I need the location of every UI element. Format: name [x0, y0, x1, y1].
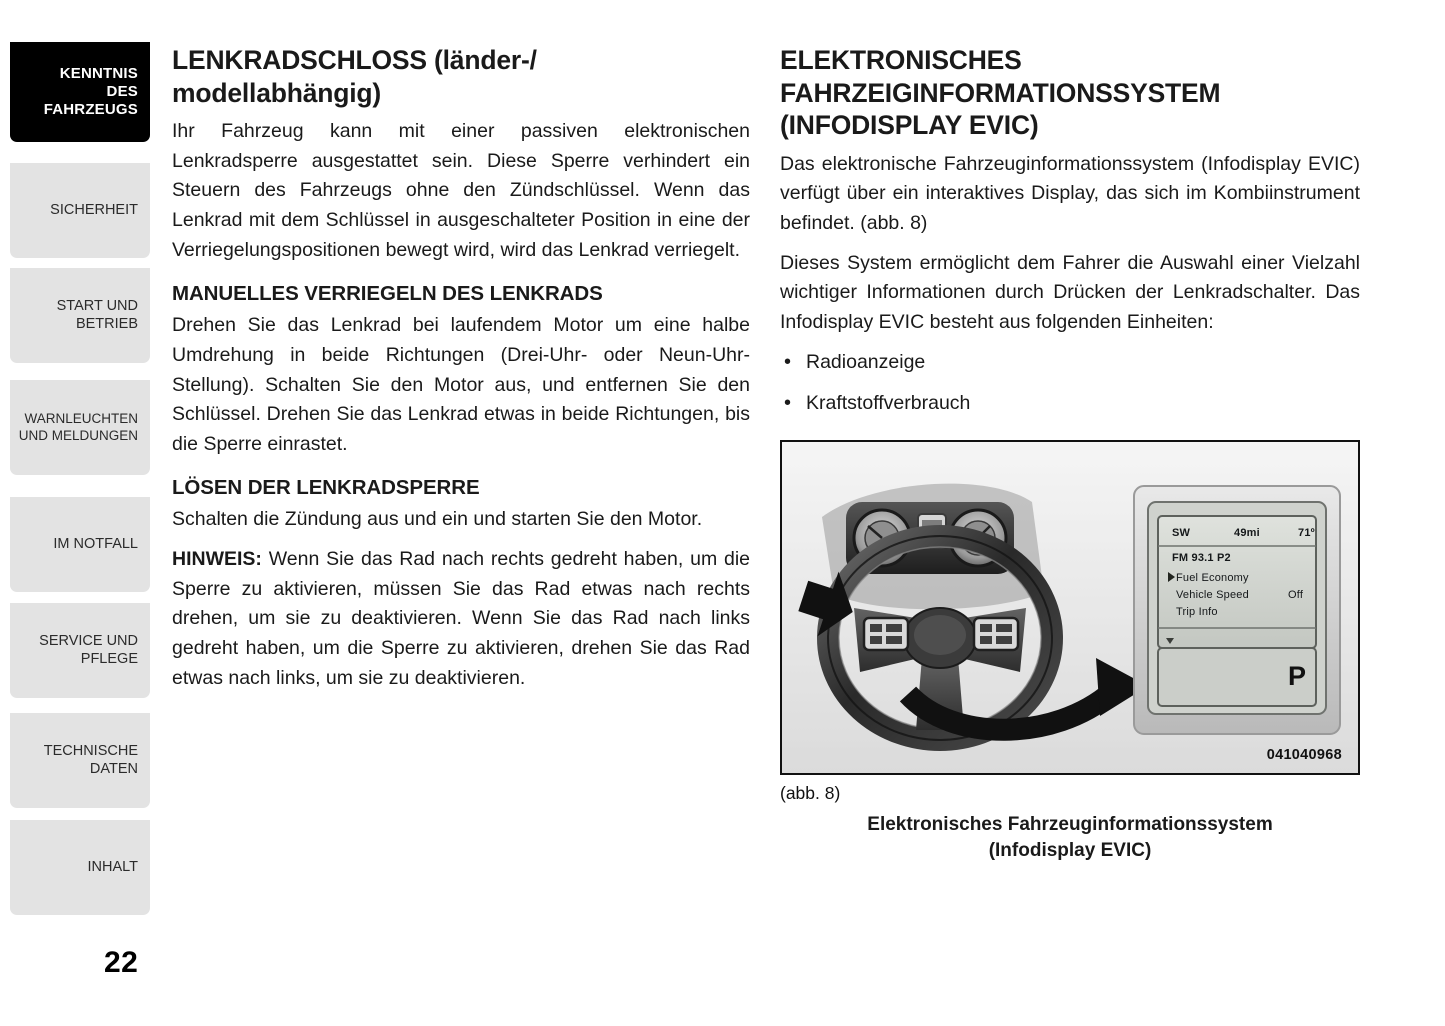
sidebar-item-label: START UND BETRIEB	[56, 297, 138, 332]
evic-menu-item-trip-info: Trip Info	[1176, 606, 1218, 619]
sidebar-item-im-notfall[interactable]	[10, 497, 150, 592]
paragraph-manuelles-verriegeln: Drehen Sie das Lenkrad bei laufendem Motor um eine halbe Umdrehung in beide Richtungen (Drei-Uhr- oder Neun-Uhr-Stellung). Schalten Sie den Motor aus, und entfernen Sie den Schlüssel. Drehen Sie das Lenkrad etwas in beide Richtungen, bis die Sperre einrastet.	[172, 314, 750, 455]
figure-caption-line-1: Elektronisches Fahrzeuginformationssystem	[867, 814, 1273, 836]
page-title: LENKRADSCHLOSS (länder-/ modellabhängig)	[172, 45, 537, 108]
paragraph-intro: Ihr Fahrzeug kann mit einer passiven elektronischen Lenkradsperre ausgestattet sein. Diese Sperre verhindert ein Steuern des Fahrzeugs ohne den Zündschlüssel. Wenn das Lenkrad mit dem Schlüssel in ausgeschalteter Position in eine der Verriegelungspositionen bewegt wird, wird das Lenkrad verriegelt.	[172, 120, 750, 261]
figure-evic-illustration	[780, 440, 1360, 775]
paragraph-evic-2: Dieses System ermöglicht dem Fahrer die Auswahl einer Vielzahl wichtiger Informationen durch Drücken der Lenkradschalter. Das Infodisplay EVIC besteht aus folgenden Einheiten:	[780, 251, 1360, 333]
sidebar-item-label: WARNLEUCHTEN UND MELDUNGEN	[18, 411, 138, 443]
paragraph-loesen: Schalten die Zündung aus und ein und starten Sie den Motor.	[172, 508, 703, 531]
note-paragraph	[172, 545, 750, 693]
sidebar-item-label: IM NOTFALL	[53, 535, 138, 552]
evic-distance-label: 49mi	[1234, 527, 1260, 540]
evic-menu-item-fuel-economy: Fuel Economy	[1176, 572, 1249, 585]
section-title-evic: ELEKTRONISCHES FAHRZEIGINFORMATIONSSYSTEM (INFODISPLAY EVIC)	[780, 45, 1221, 141]
sidebar	[0, 0, 150, 1026]
figure-caption	[780, 812, 1360, 863]
figure-caption-line-2: (Infodisplay EVIC)	[988, 839, 1152, 861]
note-text: Wenn Sie das Rad nach rechts gedreht haben, um die Sperre zu aktivieren, müssen Sie das Rad etwas nach rechts drehen, um sie zu deaktivieren. Wenn Sie das Rad nach links gedreht haben, um die Sperre zu aktivieren, drehen Sie das Rad etwas nach links, um sie zu deaktivieren.	[172, 548, 750, 689]
list-item: • Radioanzeige	[780, 348, 1360, 377]
steering-wheel-illustration	[782, 442, 1358, 773]
sidebar-item-label: INHALT	[87, 858, 138, 875]
figure-number-label: (abb. 8)	[780, 783, 841, 804]
evic-radio-label: FM 93.1 P2	[1172, 552, 1231, 565]
evic-menu-item-vehicle-speed: Vehicle Speed	[1176, 589, 1249, 602]
sidebar-item-label: KENNTNIS DES FAHRZEUGS	[43, 64, 138, 119]
sidebar-item-warnleuchten-und-meldungen[interactable]	[10, 380, 150, 475]
sidebar-item-label: TECHNISCHE DATEN	[43, 742, 138, 777]
subheading-loesen-der-lenkradsperre: LÖSEN DER LENKRADSPERRE	[172, 476, 480, 500]
left-column	[172, 44, 750, 693]
figure-code: 041040968	[1266, 747, 1342, 764]
list-item: • Kraftstoffverbrauch	[780, 389, 1360, 418]
sidebar-item-service-und-pflege[interactable]	[10, 603, 150, 698]
note-label: HINWEIS:	[172, 548, 262, 571]
sidebar-item-label: SERVICE UND PFLEGE	[39, 632, 138, 667]
paragraph-evic-1: Das elektronische Fahrzeuginformationssystem (Infodisplay EVIC) verfügt über ein interaktives Display, das sich im Kombiinstrument befindet. (abb. 8)	[780, 152, 1360, 235]
sidebar-item-sicherheit[interactable]	[10, 163, 150, 258]
sidebar-item-technische-daten[interactable]	[10, 713, 150, 808]
sidebar-item-kenntnis-des-fahrzeugs[interactable]	[10, 42, 150, 142]
evic-gear-indicator: P	[1288, 661, 1307, 692]
right-column	[780, 44, 1360, 863]
page-number: 22	[104, 946, 139, 979]
sidebar-item-start-und-betrieb[interactable]	[10, 268, 150, 363]
evic-menu-item-vehicle-speed-value: Off	[1288, 589, 1304, 602]
evic-temperature-label: 71º	[1298, 527, 1315, 540]
evic-sw-label: SW	[1172, 527, 1191, 540]
sidebar-item-label: SICHERHEIT	[50, 201, 138, 218]
sidebar-item-inhalt[interactable]	[10, 820, 150, 915]
subheading-manuelles-verriegeln: MANUELLES VERRIEGELN DES LENKRADS	[172, 282, 603, 306]
